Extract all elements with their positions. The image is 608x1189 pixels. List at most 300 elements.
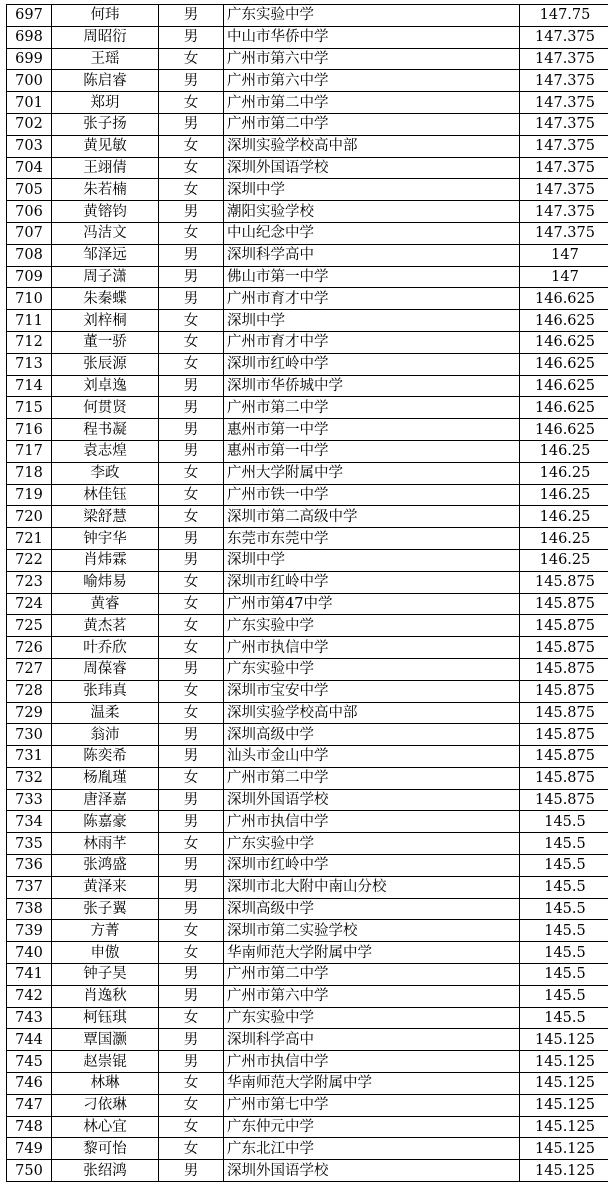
gender-cell: 女 <box>159 920 224 942</box>
table-row <box>7 1116 608 1138</box>
rank-cell: 730 <box>7 724 52 746</box>
rank-cell: 716 <box>7 419 52 441</box>
name-cell: 刘梓桐 <box>52 310 159 332</box>
rank-cell: 723 <box>7 571 52 593</box>
gender-cell: 男 <box>159 375 224 397</box>
name-cell: 林雨芊 <box>52 833 159 855</box>
score-cell: 146.25 <box>520 528 608 550</box>
school-cell: 深圳市北大附中南山分校 <box>224 876 520 898</box>
name-cell: 钟子昊 <box>52 964 159 986</box>
rank-cell: 719 <box>7 484 52 506</box>
score-cell: 145.875 <box>520 571 608 593</box>
gender-cell: 女 <box>159 1073 224 1095</box>
gender-cell: 男 <box>159 5 224 27</box>
name-cell: 刘卓逸 <box>52 375 159 397</box>
school-cell: 广州市铁一中学 <box>224 484 520 506</box>
gender-cell: 男 <box>159 658 224 680</box>
table-row <box>7 244 608 266</box>
rank-cell: 709 <box>7 266 52 288</box>
table-row <box>7 5 608 27</box>
score-cell: 146.25 <box>520 506 608 528</box>
rank-cell: 707 <box>7 222 52 244</box>
school-cell: 深圳外国语学校 <box>224 1160 520 1182</box>
school-cell: 广州市第47中学 <box>224 593 520 615</box>
score-cell: 146.25 <box>520 484 608 506</box>
score-cell: 147.375 <box>520 113 608 135</box>
name-cell: 林心宜 <box>52 1116 159 1138</box>
rank-cell: 740 <box>7 942 52 964</box>
school-cell: 广州市第二中学 <box>224 113 520 135</box>
name-cell: 翁沛 <box>52 724 159 746</box>
rank-cell: 706 <box>7 201 52 223</box>
gender-cell: 男 <box>159 113 224 135</box>
gender-cell: 女 <box>159 833 224 855</box>
gender-cell: 女 <box>159 484 224 506</box>
name-cell: 何贯贤 <box>52 397 159 419</box>
school-cell: 广州市第二中学 <box>224 397 520 419</box>
school-cell: 惠州市第一中学 <box>224 419 520 441</box>
rank-cell: 744 <box>7 1029 52 1051</box>
rank-cell: 703 <box>7 135 52 157</box>
table-row <box>7 571 608 593</box>
school-cell: 广东实验中学 <box>224 1007 520 1029</box>
rank-cell: 711 <box>7 310 52 332</box>
score-cell: 147.375 <box>520 26 608 48</box>
score-cell: 147.375 <box>520 92 608 114</box>
table-row <box>7 767 608 789</box>
table-row <box>7 440 608 462</box>
school-cell: 广州市执信中学 <box>224 1051 520 1073</box>
score-cell: 145.125 <box>520 1160 608 1182</box>
table-row <box>7 549 608 571</box>
rank-cell: 712 <box>7 331 52 353</box>
gender-cell: 男 <box>159 549 224 571</box>
table-row <box>7 1073 608 1095</box>
rank-cell: 710 <box>7 288 52 310</box>
name-cell: 陈嘉豪 <box>52 811 159 833</box>
table-row <box>7 419 608 441</box>
gender-cell: 女 <box>159 767 224 789</box>
name-cell: 林琳 <box>52 1073 159 1095</box>
gender-cell: 女 <box>159 506 224 528</box>
table-row <box>7 92 608 114</box>
school-cell: 深圳中学 <box>224 549 520 571</box>
gender-cell: 女 <box>159 680 224 702</box>
rank-cell: 721 <box>7 528 52 550</box>
school-cell: 深圳市第二高级中学 <box>224 506 520 528</box>
school-cell: 广州市育才中学 <box>224 331 520 353</box>
rank-cell: 738 <box>7 898 52 920</box>
name-cell: 袁志煌 <box>52 440 159 462</box>
name-cell: 刁依琳 <box>52 1094 159 1116</box>
gender-cell: 男 <box>159 528 224 550</box>
name-cell: 陈奕希 <box>52 746 159 768</box>
gender-cell: 男 <box>159 811 224 833</box>
gender-cell: 女 <box>159 615 224 637</box>
school-cell: 汕头市金山中学 <box>224 746 520 768</box>
name-cell: 冯洁文 <box>52 222 159 244</box>
rank-cell: 742 <box>7 985 52 1007</box>
table-row <box>7 942 608 964</box>
school-cell: 深圳中学 <box>224 179 520 201</box>
rank-cell: 734 <box>7 811 52 833</box>
gender-cell: 男 <box>159 898 224 920</box>
name-cell: 黄泽来 <box>52 876 159 898</box>
rank-cell: 699 <box>7 48 52 70</box>
name-cell: 周子潇 <box>52 266 159 288</box>
school-cell: 华南师范大学附属中学 <box>224 942 520 964</box>
table-row <box>7 1029 608 1051</box>
school-cell: 深圳高级中学 <box>224 898 520 920</box>
school-cell: 广东实验中学 <box>224 833 520 855</box>
gender-cell: 男 <box>159 985 224 1007</box>
name-cell: 温柔 <box>52 702 159 724</box>
score-cell: 146.625 <box>520 288 608 310</box>
name-cell: 林佳钰 <box>52 484 159 506</box>
score-cell: 145.5 <box>520 855 608 877</box>
gender-cell: 男 <box>159 201 224 223</box>
gender-cell: 男 <box>159 266 224 288</box>
score-cell: 146.25 <box>520 462 608 484</box>
name-cell: 肖逸秋 <box>52 985 159 1007</box>
rank-cell: 728 <box>7 680 52 702</box>
score-cell: 145.125 <box>520 1116 608 1138</box>
table-row <box>7 310 608 332</box>
gender-cell: 女 <box>159 593 224 615</box>
name-cell: 张绍鸿 <box>52 1160 159 1182</box>
rank-cell: 725 <box>7 615 52 637</box>
gender-cell: 女 <box>159 1116 224 1138</box>
score-cell: 145.5 <box>520 833 608 855</box>
name-cell: 钟宇华 <box>52 528 159 550</box>
score-cell: 145.5 <box>520 964 608 986</box>
score-cell: 145.875 <box>520 724 608 746</box>
rank-cell: 737 <box>7 876 52 898</box>
table-row <box>7 833 608 855</box>
rank-cell: 714 <box>7 375 52 397</box>
school-cell: 广州市育才中学 <box>224 288 520 310</box>
gender-cell: 女 <box>159 222 224 244</box>
table-row <box>7 811 608 833</box>
ranking-table <box>6 4 608 1182</box>
gender-cell: 男 <box>159 419 224 441</box>
table-row <box>7 288 608 310</box>
gender-cell: 男 <box>159 855 224 877</box>
score-cell: 145.875 <box>520 702 608 724</box>
table-row <box>7 724 608 746</box>
table-row <box>7 898 608 920</box>
school-cell: 广州市执信中学 <box>224 811 520 833</box>
name-cell: 张鸿盛 <box>52 855 159 877</box>
rank-cell: 733 <box>7 789 52 811</box>
school-cell: 广东实验中学 <box>224 615 520 637</box>
school-cell: 深圳科学高中 <box>224 1029 520 1051</box>
rank-cell: 743 <box>7 1007 52 1029</box>
rank-cell: 701 <box>7 92 52 114</box>
score-cell: 145.875 <box>520 767 608 789</box>
score-cell: 145.5 <box>520 811 608 833</box>
rank-cell: 739 <box>7 920 52 942</box>
name-cell: 张辰源 <box>52 353 159 375</box>
school-cell: 广东仲元中学 <box>224 1116 520 1138</box>
score-cell: 147 <box>520 244 608 266</box>
name-cell: 董一骄 <box>52 331 159 353</box>
rank-cell: 715 <box>7 397 52 419</box>
table-row <box>7 637 608 659</box>
school-cell: 深圳科学高中 <box>224 244 520 266</box>
table-row <box>7 70 608 92</box>
score-cell: 145.5 <box>520 985 608 1007</box>
table-row <box>7 506 608 528</box>
school-cell: 广州市第二中学 <box>224 767 520 789</box>
table-row <box>7 746 608 768</box>
gender-cell: 男 <box>159 746 224 768</box>
school-cell: 深圳外国语学校 <box>224 789 520 811</box>
gender-cell: 男 <box>159 876 224 898</box>
score-cell: 145.875 <box>520 637 608 659</box>
table-row <box>7 964 608 986</box>
score-cell: 146.625 <box>520 419 608 441</box>
table-row <box>7 484 608 506</box>
table-row <box>7 528 608 550</box>
name-cell: 黄见敏 <box>52 135 159 157</box>
score-cell: 147.75 <box>520 5 608 27</box>
gender-cell: 男 <box>159 288 224 310</box>
gender-cell: 女 <box>159 92 224 114</box>
table-row <box>7 680 608 702</box>
school-cell: 深圳市第二实验学校 <box>224 920 520 942</box>
name-cell: 朱秦蝶 <box>52 288 159 310</box>
school-cell: 广州市第六中学 <box>224 48 520 70</box>
school-cell: 广州市第七中学 <box>224 1094 520 1116</box>
table-row <box>7 353 608 375</box>
rank-cell: 748 <box>7 1116 52 1138</box>
name-cell: 方菁 <box>52 920 159 942</box>
gender-cell: 男 <box>159 26 224 48</box>
gender-cell: 女 <box>159 310 224 332</box>
name-cell: 梁舒慧 <box>52 506 159 528</box>
name-cell: 周葆睿 <box>52 658 159 680</box>
school-cell: 广州市第二中学 <box>224 92 520 114</box>
name-cell: 张玮真 <box>52 680 159 702</box>
gender-cell: 男 <box>159 440 224 462</box>
name-cell: 王瑶 <box>52 48 159 70</box>
gender-cell: 男 <box>159 789 224 811</box>
name-cell: 覃国灏 <box>52 1029 159 1051</box>
school-cell: 深圳中学 <box>224 310 520 332</box>
rank-cell: 747 <box>7 1094 52 1116</box>
rank-cell: 745 <box>7 1051 52 1073</box>
score-cell: 145.875 <box>520 593 608 615</box>
gender-cell: 女 <box>159 135 224 157</box>
gender-cell: 女 <box>159 157 224 179</box>
gender-cell: 女 <box>159 179 224 201</box>
school-cell: 广东北江中学 <box>224 1138 520 1160</box>
rank-cell: 720 <box>7 506 52 528</box>
school-cell: 佛山市第一中学 <box>224 266 520 288</box>
table-row <box>7 658 608 680</box>
gender-cell: 男 <box>159 724 224 746</box>
rank-cell: 698 <box>7 26 52 48</box>
table-row <box>7 331 608 353</box>
table-row <box>7 920 608 942</box>
name-cell: 李政 <box>52 462 159 484</box>
table-row <box>7 397 608 419</box>
school-cell: 惠州市第一中学 <box>224 440 520 462</box>
rank-cell: 736 <box>7 855 52 877</box>
rank-cell: 704 <box>7 157 52 179</box>
school-cell: 广东实验中学 <box>224 658 520 680</box>
table-row <box>7 702 608 724</box>
table-row <box>7 26 608 48</box>
table-row <box>7 1051 608 1073</box>
name-cell: 黎可怡 <box>52 1138 159 1160</box>
name-cell: 黄睿 <box>52 593 159 615</box>
school-cell: 深圳市华侨城中学 <box>224 375 520 397</box>
rank-cell: 726 <box>7 637 52 659</box>
gender-cell: 男 <box>159 244 224 266</box>
school-cell: 华南师范大学附属中学 <box>224 1073 520 1095</box>
score-cell: 145.875 <box>520 789 608 811</box>
school-cell: 中山纪念中学 <box>224 222 520 244</box>
school-cell: 深圳高级中学 <box>224 724 520 746</box>
gender-cell: 女 <box>159 1007 224 1029</box>
rank-cell: 724 <box>7 593 52 615</box>
score-cell: 146.625 <box>520 331 608 353</box>
table-row <box>7 222 608 244</box>
table-row <box>7 615 608 637</box>
name-cell: 赵崇锟 <box>52 1051 159 1073</box>
gender-cell: 女 <box>159 1138 224 1160</box>
rank-cell: 697 <box>7 5 52 27</box>
name-cell: 喻炜易 <box>52 571 159 593</box>
rank-cell: 708 <box>7 244 52 266</box>
score-cell: 145.875 <box>520 746 608 768</box>
name-cell: 叶乔欣 <box>52 637 159 659</box>
score-cell: 145.125 <box>520 1138 608 1160</box>
score-cell: 147.375 <box>520 222 608 244</box>
gender-cell: 女 <box>159 942 224 964</box>
table-row <box>7 157 608 179</box>
gender-cell: 女 <box>159 1094 224 1116</box>
rank-cell: 732 <box>7 767 52 789</box>
school-cell: 广州市第二中学 <box>224 964 520 986</box>
gender-cell: 女 <box>159 571 224 593</box>
score-cell: 145.125 <box>520 1073 608 1095</box>
score-cell: 145.875 <box>520 615 608 637</box>
table-row <box>7 593 608 615</box>
score-cell: 145.125 <box>520 1094 608 1116</box>
score-cell: 147.375 <box>520 201 608 223</box>
name-cell: 肖炜霖 <box>52 549 159 571</box>
ranking-table-body <box>7 5 608 1182</box>
rank-cell: 731 <box>7 746 52 768</box>
score-cell: 147 <box>520 266 608 288</box>
table-row <box>7 375 608 397</box>
school-cell: 潮阳实验学校 <box>224 201 520 223</box>
rank-cell: 702 <box>7 113 52 135</box>
name-cell: 郑玥 <box>52 92 159 114</box>
gender-cell: 女 <box>159 702 224 724</box>
table-row <box>7 462 608 484</box>
score-cell: 145.125 <box>520 1051 608 1073</box>
name-cell: 陈启睿 <box>52 70 159 92</box>
rank-cell: 750 <box>7 1160 52 1182</box>
school-cell: 中山市华侨中学 <box>224 26 520 48</box>
name-cell: 张子扬 <box>52 113 159 135</box>
name-cell: 杨胤瑾 <box>52 767 159 789</box>
rank-cell: 746 <box>7 1073 52 1095</box>
gender-cell: 女 <box>159 48 224 70</box>
score-cell: 145.5 <box>520 876 608 898</box>
school-cell: 深圳市红岭中学 <box>224 571 520 593</box>
gender-cell: 女 <box>159 462 224 484</box>
name-cell: 朱若楠 <box>52 179 159 201</box>
score-cell: 147.375 <box>520 135 608 157</box>
table-row <box>7 179 608 201</box>
gender-cell: 男 <box>159 1051 224 1073</box>
rank-cell: 722 <box>7 549 52 571</box>
rank-cell: 727 <box>7 658 52 680</box>
table-row <box>7 201 608 223</box>
table-row <box>7 48 608 70</box>
table-row <box>7 266 608 288</box>
rank-cell: 717 <box>7 440 52 462</box>
school-cell: 深圳外国语学校 <box>224 157 520 179</box>
score-cell: 146.625 <box>520 397 608 419</box>
score-cell: 146.625 <box>520 353 608 375</box>
score-cell: 146.625 <box>520 310 608 332</box>
gender-cell: 女 <box>159 637 224 659</box>
score-cell: 147.375 <box>520 157 608 179</box>
table-row <box>7 1094 608 1116</box>
table-row <box>7 789 608 811</box>
rank-cell: 713 <box>7 353 52 375</box>
score-cell: 145.5 <box>520 942 608 964</box>
school-cell: 深圳市红岭中学 <box>224 855 520 877</box>
rank-cell: 741 <box>7 964 52 986</box>
gender-cell: 女 <box>159 353 224 375</box>
name-cell: 申傲 <box>52 942 159 964</box>
score-cell: 145.5 <box>520 920 608 942</box>
table-row <box>7 985 608 1007</box>
school-cell: 广州大学附属中学 <box>224 462 520 484</box>
school-cell: 深圳实验学校高中部 <box>224 135 520 157</box>
table-row <box>7 1160 608 1182</box>
gender-cell: 男 <box>159 964 224 986</box>
school-cell: 深圳市宝安中学 <box>224 680 520 702</box>
score-cell: 145.875 <box>520 680 608 702</box>
score-cell: 146.25 <box>520 440 608 462</box>
score-cell: 146.625 <box>520 375 608 397</box>
name-cell: 周昭衍 <box>52 26 159 48</box>
school-cell: 深圳市红岭中学 <box>224 353 520 375</box>
table-row <box>7 876 608 898</box>
rank-cell: 718 <box>7 462 52 484</box>
name-cell: 邹泽远 <box>52 244 159 266</box>
score-cell: 145.5 <box>520 1007 608 1029</box>
gender-cell: 女 <box>159 331 224 353</box>
name-cell: 程书凝 <box>52 419 159 441</box>
score-cell: 145.875 <box>520 658 608 680</box>
table-row <box>7 113 608 135</box>
score-cell: 146.25 <box>520 549 608 571</box>
gender-cell: 男 <box>159 1160 224 1182</box>
name-cell: 唐泽嘉 <box>52 789 159 811</box>
name-cell: 王翊倩 <box>52 157 159 179</box>
score-cell: 147.375 <box>520 70 608 92</box>
score-cell: 145.5 <box>520 898 608 920</box>
